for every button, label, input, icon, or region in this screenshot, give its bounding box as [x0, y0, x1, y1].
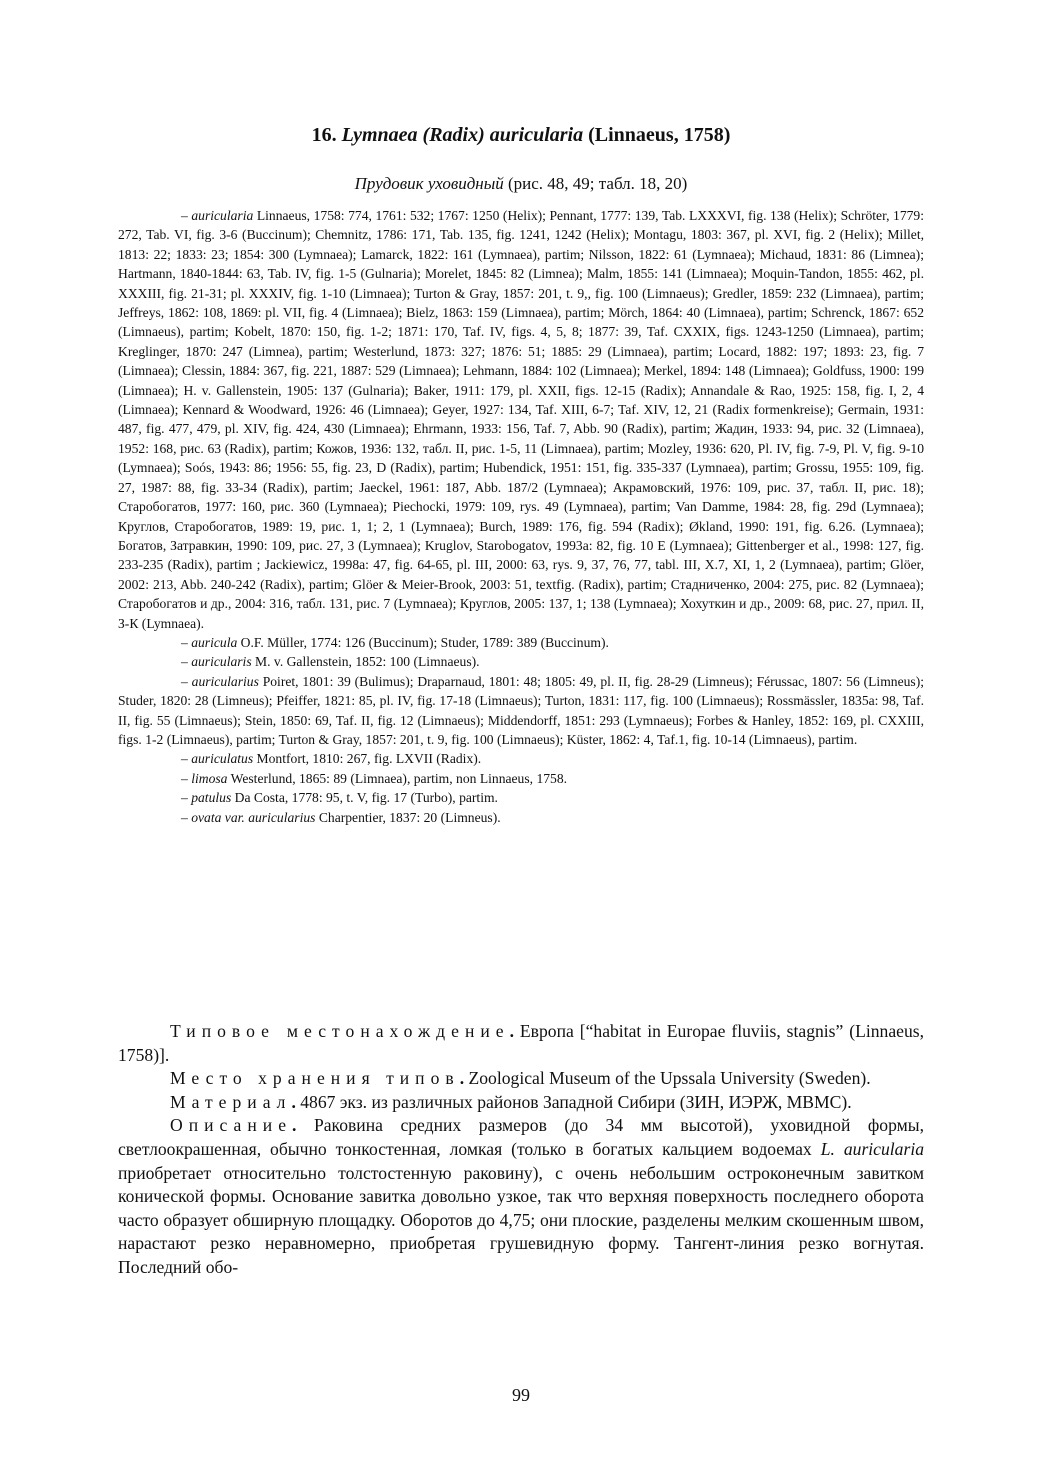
synonym-entry — [118, 749, 924, 768]
synonym-entry — [118, 652, 924, 671]
synonym-entry — [118, 808, 924, 827]
synonym-text: Charpentier, 1837: 20 (Limneus). — [315, 809, 501, 825]
synonym-entry — [118, 206, 924, 633]
synonym-dash: – — [181, 751, 192, 767]
figure-reference: (рис. 48, 49; табл. 18, 20) — [503, 174, 688, 193]
synonym-dash: – — [181, 654, 192, 670]
title-number: 16. — [311, 124, 342, 146]
body-text — [118, 1020, 924, 1280]
synonym-name: auricularis — [191, 654, 252, 670]
synonym-entry — [118, 769, 924, 788]
synonym-dash: – — [181, 634, 192, 650]
title-author: (Linnaeus, 1758) — [583, 124, 731, 146]
synonym-dash: – — [181, 809, 192, 825]
material-paragraph — [118, 1091, 924, 1115]
species-subtitle — [118, 174, 924, 194]
synonym-entry — [118, 788, 924, 807]
synonym-name: auricularius — [191, 673, 259, 689]
title-genus: Lymnaea (Radix) auricularia — [341, 124, 584, 146]
synonym-text: Linnaeus, 1758: 774, 1761: 532; 1767: 1250 (Helix); Pennant, 1777: 139, Tab. LXXXVI, fig. 138 (Helix); Schröter, 1779: 272, Tab. VI, fig. 3-6 (Buccinum); Chemnitz, 1786: 171, Tab. 135, fig. 1241, 1242 (Helix); Montagu, 1803: 367, pl. XVI, fig. 2 (Helix); Millet, 1813: 22; 1833: 23; 1854: 300 (Lymnaea); Lamarck, 1822: 161 (Lymnaea), partim; Nilsson, 1822: 61 (Lymnaea); Michaud, 1831: 86 (Limnea); Hartmann, 1840-1844: 63, Tab. IV, fig. 1-5 (Gulnaria); Morelet, 1845: 82 (Limnea); Malm, 1855: 141 (Limnaea); Moquin-Tandon, 1855: 462, pl. XXXIII, fig. 21-31; pl. XXXIV, fig. 1-10 (Limnaea); Turton & Gray, 1857: 201, t. 9,, fig. 100 (Limnaeus); Gredler, 1859: 232 (Limnaea), partim; Jeffreys, 1862: 108, 1869: pl. VII, fig. 4 (Limnaea); Bielz, 1863: 159 (Limnaea), partim; Mörch, 1864: 40 (Limnaea), partim; Schrenck, 1867: 652 (Limnaeus), partim; Kobelt, 1870: 150, fig. 1-2; 1871: 170, Taf. IV, figs. 4, 5, 8; 1877: 39, Taf. CXXIX, figs. 1243-1250 (Limnaea), partim; Kreglinger, 1870: 247 (Limnea), partim; Westerlund, 1873: 327; 1876: 51; 1885: 29 (Limnaea), partim; Locard, 1882: 197; 1893: 23, fig. 7 (Limnaea); Clessin, 1884: 367, fig. 221, 1887: 529 (Limnaea); Lehmann, 1884: 102 (Limnaea); Merkel, 1894: 148 (Limnaea); Goldfuss, 1900: 199 (Limnaea); H. v. Gallenstein, 1905: 137 (Gulnaria); Baker, 1911: 179, pl. XXII, figs. 12-15 (Radix); Annandale & Rao, 1925: 158, fig. I, 2, 4 (Limnaea); Kennard & Woodward, 1926: 46 (Limnaea); Geyer, 1927: 134, Taf. XIII, 6-7; Taf. XIV, 12, 21 (Radix formenkreise); Germain, 1931: 487, fig. 477, 479, pl. XIV, fig. 424, 430 (Limnaea); Ehrmann, 1933: 156, Taf. 7, Abb. 90 (Radix), partim; Жадин, 1933: 94, рис. 32 (Limnaea), 1952: 168, рис. 63 (Radix), partim; Кожов, 1936: 132, табл. II, рис. 1-5, 11 (Limnaea), partim; Mozley, 1936: 620, Pl. IV, fig. 7-9, Pl. V, fig. 9-10 (Lymnaea); Soós, 1943: 86; 1956: 55, fig. 23, D (Radix), partim; Hubendick, 1951: 151, fig. 335-337 (Lymnaea), partim; Grossu, 1955: 109, fig. 27, 1987: 88, fig. 33-34 (Radix), partim; Jaeckel, 1961: 187, Abb. 187/2 (Lymnaea); Акрамовский, 1976: 109, рис. 37, табл. II, рис. 18); Старобогатов, 1977: 160, рис. 360 (Lymnaea); Piechocki, 1979: 109, rys. 49 (Lymnaea), partim; Van Damme, 1984: 28, fig. 29d (Lymnaea); Круглов, Старобогатов, 1989: 19, рис. 1, 1; 2, 1 (Lymnaea); Burch, 1989: 176, fig. 594 (Radix); Økland, 1990: 191, fig. 6.26. (Lymnaea); Богатов, Затравкин, 1990: 109, рис. 27, 3 (Lymnaea); Kruglov, Starobogatov, 1993a: 82, fig. 10 E (Lymnaea); Gittenberger et al., 1998: 127, fig. 233-235 (Radix), partim ; Jackiewicz, 1998a: 47, fig. 64-65, pl. III, 2000: 63, rys. 9, 37, 76, 77, tabl. III, X.7, XI, 1, 2 (Lymnaea), partim; Glöer, 2002: 213, Abb. 240-242 (Radix), partim; Glöer & Meier-Brook, 2003: 51, textfig. (Radix), partim; Стадниченко, 2004: 275, рис. 82 (Lymnaea); Старобогатов и др., 2004: 316, табл. 131, рис. 7 (Lymnaea); Круглов, 2005: 137, 1; 138 (Lymnaea); Хохуткин и др., 2009: 68, рис. 27, прил. II, З-К (Lymnaea). — [118, 208, 924, 631]
section-text: Zoological Museum of the Upssala University (Sweden). — [464, 1068, 871, 1089]
type-locality-paragraph — [118, 1020, 924, 1067]
synonym-entry — [118, 633, 924, 652]
synonym-text: Westerlund, 1865: 89 (Limnaea), partim, non Linnaeus, 1758. — [227, 770, 568, 786]
section-text: приобретает относительно толстостенную раковину), с очень небольшим остроконечным завитком конической формы. Основание завитка довольно узкое, так что верхняя поверхность последнего оборота часто образует обширную площадку. Оборотов до 4,75; они плоские, разделены мелким скошенным швом, нарастают резко неравномерно, приобретая грушевидную форму. Тангент-линия резко вогнутая. Последний обо- — [118, 1162, 924, 1277]
synonym-dash: – — [181, 790, 192, 806]
description-paragraph — [118, 1114, 924, 1279]
section-label-dot: . — [292, 1115, 297, 1136]
synonym-name: auricularia — [191, 208, 254, 223]
synonym-text: Da Costa, 1778: 95, t. V, fig. 17 (Turbo), partim. — [231, 790, 498, 806]
synonym-name: ovata var. auricularius — [191, 809, 316, 825]
species-name-italic: L. auricularia — [820, 1138, 925, 1159]
section-label: Место хранения типов — [170, 1068, 460, 1089]
species-title — [118, 124, 924, 147]
synonymy-block — [118, 206, 924, 827]
synonym-dash: – — [181, 673, 192, 689]
section-text: Раковина средних размеров (до 34 мм высотой), уховидной формы, светлоокрашенная, обычно тонкостенная, ломкая (только в богатых кальцием водоемах — [118, 1115, 924, 1159]
section-label: Материал — [170, 1091, 292, 1112]
section-text: 4867 экз. из различных районов Западной Сибири (ЗИН, ИЭРЖ, МВМС). — [295, 1091, 852, 1112]
section-label: Типовое местонахождение — [170, 1021, 510, 1041]
section-text: Европа [“habitat in Europae fluviis, stagnis” (Linnaeus, 1758)]. — [118, 1021, 925, 1065]
synonym-name: auriculatus — [191, 751, 254, 767]
synonym-dash: – — [181, 208, 192, 223]
synonym-text: Montfort, 1810: 267, fig. LXVII (Radix). — [253, 751, 482, 767]
synonym-entry — [118, 672, 924, 750]
synonym-name: patulus — [191, 790, 232, 806]
synonym-text: O.F. Müller, 1774: 126 (Buccinum); Studer, 1789: 389 (Buccinum). — [237, 634, 609, 650]
page-number: 99 — [512, 1385, 530, 1405]
synonym-dash: – — [181, 770, 192, 786]
synonym-name: auricula — [191, 634, 238, 650]
section-label: Описание — [170, 1115, 293, 1136]
russian-name: Прудовик уховидный — [354, 174, 504, 193]
section-label-dot: . — [459, 1068, 465, 1089]
synonym-name: limosa — [191, 770, 228, 786]
section-label-dot: . — [291, 1091, 296, 1112]
synonym-text: M. v. Gallenstein, 1852: 100 (Limnaeus). — [251, 654, 480, 670]
synonym-text: Poiret, 1801: 39 (Bulimus); Draparnaud, 1801: 48; 1805: 49, pl. II, fig. 28-29 (Limneus); Férussac, 1807: 56 (Limneus); Studer, 1820: 28 (Limneus); Pfeiffer, 1821: 85, pl. IV, fig. 17-18 (Limnaeus); Turton, 1831: 117, fig. 100 (Limnaeus); Rossmässler, 1835a: 98, Taf. II, fig. 55 (Limnaeus); Stein, 1850: 69, Taf. II, fig. 12 (Limnaeus); Middendorff, 1851: 293 (Lymnaeus); Forbes & Hanley, 1852: 169, pl. CXXIII, figs. 1-2 (Limnaeus), partim; Turton & Gray, 1857: 201, t. 9, fig. 100 (Limnaeus); Küster, 1862: 4, Taf.1, fig. 10-14 (Limnaeus), partim. — [118, 673, 924, 747]
type-depository-paragraph — [118, 1067, 924, 1091]
section-label-dot: . — [509, 1021, 514, 1041]
